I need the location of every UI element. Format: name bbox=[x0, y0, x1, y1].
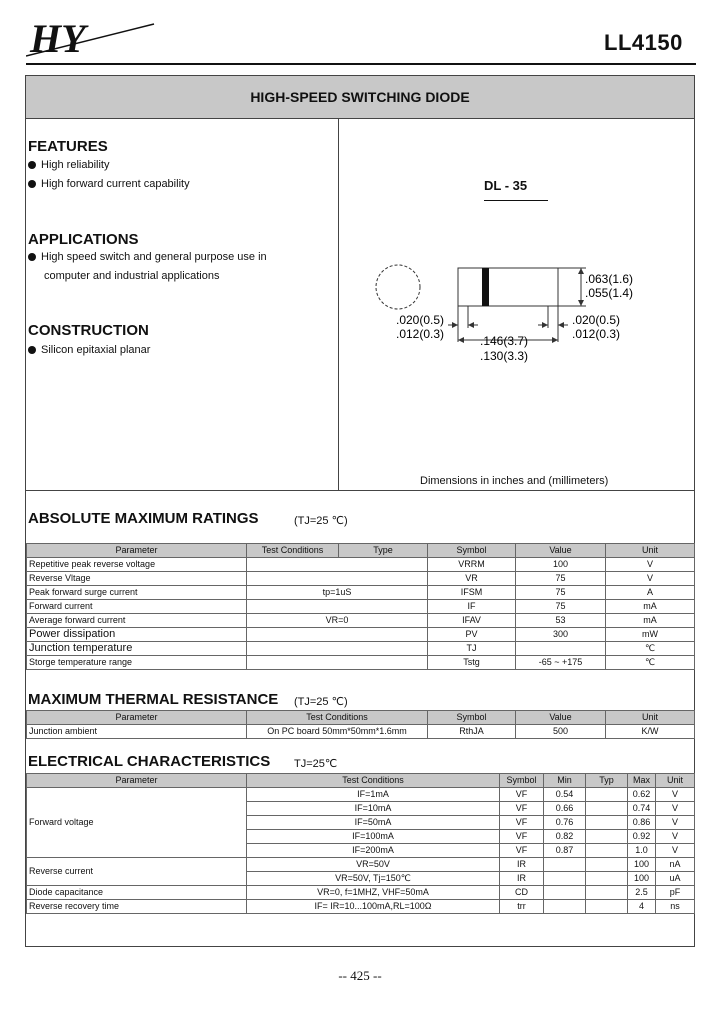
table-row: Reverse recovery time IF= IR=10...100mA,RL=100Ω trr 4 ns bbox=[27, 900, 695, 914]
table-header-row: Parameter Test Conditions Symbol Min Typ Max Unit bbox=[27, 774, 695, 788]
construction-heading: CONSTRUCTION bbox=[28, 322, 149, 339]
section-divider bbox=[26, 490, 694, 491]
electrical-heading: ELECTRICAL CHARACTERISTICS bbox=[28, 753, 271, 770]
feature-item: High forward current capability bbox=[28, 178, 190, 190]
height-min-label: .055(1.4) bbox=[585, 286, 634, 300]
application-item: High speed switch and general purpose use in bbox=[28, 251, 267, 263]
bullet-icon bbox=[28, 346, 36, 354]
table-row: IF=50mA VF 0.76 0.86 V bbox=[27, 816, 695, 830]
table-row: Reverse Vltage VR 75 V bbox=[27, 572, 695, 586]
thermal-table bbox=[26, 710, 695, 739]
table-row: Forward current IF 75 mA bbox=[27, 600, 695, 614]
page-number: -- 425 -- bbox=[338, 968, 382, 983]
features-heading: FEATURES bbox=[28, 138, 108, 155]
thermal-heading: MAXIMUM THERMAL RESISTANCE bbox=[28, 691, 279, 708]
table-row: Junction ambient On PC board 50mm*50mm*1.6mm RthJA 500 K/W bbox=[27, 725, 695, 739]
document-title: HIGH-SPEED SWITCHING DIODE bbox=[26, 76, 694, 119]
bullet-icon bbox=[28, 180, 36, 188]
table-row: Junction temperature TJ ℃ bbox=[27, 642, 695, 656]
applications-heading: APPLICATIONS bbox=[28, 231, 139, 248]
cap-left-min-label: .012(0.3) bbox=[396, 327, 445, 341]
table-row: Average forward current VR=0 IFAV 53 mA bbox=[27, 614, 695, 628]
company-logo bbox=[26, 18, 156, 60]
table-row: Reverse current VR=50V IR 100 nA bbox=[27, 858, 695, 872]
body-outline bbox=[458, 268, 558, 306]
table-row: IF=100mA VF 0.82 0.92 V bbox=[27, 830, 695, 844]
logo-text: HY bbox=[30, 18, 86, 60]
table-row: Peak forward surge current tp=1uS IFSM 75 A bbox=[27, 586, 695, 600]
table-row: IF=10mA VF 0.66 0.74 V bbox=[27, 802, 695, 816]
table-row: Diode capacitance VR=0, f=1MHZ, VHF=50mA CD 2.5 pF bbox=[27, 886, 695, 900]
header-rule bbox=[26, 63, 696, 65]
column-divider bbox=[338, 118, 339, 490]
construction-item: Silicon epitaxial planar bbox=[28, 344, 150, 356]
electrical-condition: TJ=25℃ bbox=[294, 758, 338, 770]
table-row: Forward voltage IF=1mA VF 0.54 0.62 V bbox=[27, 788, 695, 802]
package-drawing bbox=[340, 250, 694, 370]
abs-max-condition: (TJ=25 ℃) bbox=[294, 515, 348, 527]
length-min-label: .130(3.3) bbox=[480, 349, 529, 363]
package-name: DL - 35 bbox=[484, 178, 528, 193]
table-row: IF=200mA VF 0.87 1.0 V bbox=[27, 844, 695, 858]
electrical-table bbox=[26, 773, 695, 914]
abs-max-heading: ABSOLUTE MAXIMUM RATINGS bbox=[28, 510, 259, 527]
table-header-row: Parameter Test Conditions Type Symbol Value Unit bbox=[27, 544, 695, 558]
height-max-label: .063(1.6) bbox=[585, 272, 634, 286]
table-row: VR=50V, Tj=150℃ IR 100 uA bbox=[27, 872, 695, 886]
bullet-icon bbox=[28, 161, 36, 169]
table-row: Power dissipation PV 300 mW bbox=[27, 628, 695, 642]
table-header-row: Parameter Test Conditions Symbol Value Unit bbox=[27, 711, 695, 725]
dimensions-note: Dimensions in inches and (millimeters) bbox=[420, 475, 609, 487]
cap-right-min-label: .012(0.3) bbox=[572, 327, 621, 341]
length-max-label: .146(3.7) bbox=[480, 334, 529, 348]
end-view-circle bbox=[376, 265, 420, 309]
table-row: Repetitive peak reverse voltage VRRM 100 V bbox=[27, 558, 695, 572]
application-item-continued: computer and industrial applications bbox=[44, 270, 220, 282]
cap-right-max-label: .020(0.5) bbox=[572, 313, 621, 327]
abs-max-table bbox=[26, 543, 695, 670]
bullet-icon bbox=[28, 253, 36, 261]
thermal-condition: (TJ=25 ℃) bbox=[294, 696, 348, 708]
package-underline bbox=[484, 200, 548, 201]
part-number: LL4150 bbox=[604, 30, 683, 55]
table-row: Storge temperature range Tstg -65 ~ +175 ℃ bbox=[27, 656, 695, 670]
feature-item: High reliability bbox=[28, 159, 109, 171]
cap-left-max-label: .020(0.5) bbox=[396, 313, 445, 327]
cathode-band bbox=[482, 268, 489, 306]
